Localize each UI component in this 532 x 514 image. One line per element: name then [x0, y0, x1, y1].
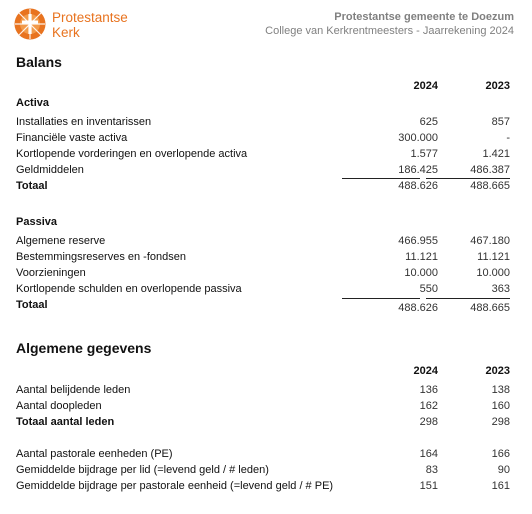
subheading: Passiva [16, 216, 57, 228]
col-2023: 2023 [485, 365, 510, 377]
value-2024: 186.425 [398, 164, 438, 176]
table-row [16, 249, 510, 265]
value-2024: 164 [419, 448, 438, 460]
brand-line-2: Kerk [52, 25, 80, 40]
value-2023: 11.121 [477, 251, 510, 263]
row-label: Kortlopende schulden en overlopende passiva [16, 283, 242, 295]
row-label: Geldmiddelen [16, 164, 84, 176]
value-2024: 136 [419, 384, 438, 396]
row-label: Kortlopende vorderingen en overlopende activa [16, 148, 248, 160]
total-2024: 488.626 [398, 302, 438, 314]
row-label: Gemiddelde bijdrage per pastorale eenheid (=levend geld / # PE) [16, 480, 334, 492]
activa-heading [16, 95, 510, 111]
row-label: Installaties en inventarissen [16, 116, 152, 128]
brand-line-1: Protestantse [52, 10, 128, 25]
value-2023: 10.000 [476, 267, 510, 279]
value-2023: 363 [491, 283, 510, 295]
table-row [16, 130, 510, 146]
col-2024: 2024 [413, 80, 438, 92]
document-subtitle: College van Kerkrentmeesters - Jaarrekening 2024 [265, 25, 514, 37]
table-row [16, 382, 510, 398]
table-row [16, 146, 510, 162]
brand-name [52, 10, 128, 40]
row-label: Gemiddelde bijdrage per lid (=levend geld / # leden) [16, 464, 269, 476]
value-2023: 486.387 [470, 164, 510, 176]
row-label: Aantal belijdende leden [16, 384, 131, 396]
value-2024: 162 [419, 400, 438, 412]
value-2023: 298 [491, 416, 510, 428]
value-2024: 11.121 [405, 251, 438, 263]
row-label: Algemene reserve [16, 235, 106, 247]
total-2023: 488.665 [470, 180, 510, 192]
value-2023: - [506, 132, 510, 144]
value-2024: 466.955 [398, 235, 438, 247]
total-label: Totaal [16, 180, 48, 192]
value-2023: 161 [491, 480, 510, 492]
value-2023: 166 [491, 448, 510, 460]
value-2024: 10.000 [404, 267, 438, 279]
algemeen-column-header [16, 363, 510, 379]
passiva-heading [16, 214, 510, 230]
value-2023: 467.180 [470, 235, 510, 247]
section-title-algemene-gegevens: Algemene gegevens [16, 340, 152, 356]
row-label: Bestemmingsreserves en -fondsen [16, 251, 186, 263]
value-2024: 83 [425, 464, 438, 476]
table-row [16, 281, 510, 297]
value-2023: 857 [491, 116, 510, 128]
section-title-balans: Balans [16, 54, 62, 70]
row-label: Aantal doopleden [16, 400, 102, 412]
protestantse-kerk-logo [14, 8, 46, 40]
total-label: Totaal [16, 299, 48, 311]
value-2024: 550 [419, 283, 438, 295]
row-label: Voorzieningen [16, 267, 86, 279]
total-row [16, 178, 510, 194]
value-2023: 160 [491, 400, 510, 412]
total-2024: 488.626 [398, 180, 438, 192]
value-2024: 298 [419, 416, 438, 428]
row-label: Financiële vaste activa [16, 132, 128, 144]
table-row [16, 478, 510, 494]
value-2023: 1.421 [482, 148, 510, 160]
col-2024: 2024 [413, 365, 438, 377]
table-row [16, 462, 510, 478]
balans-column-header [16, 78, 510, 94]
row-label: Totaal aantal leden [16, 416, 115, 428]
table-row [16, 114, 510, 130]
table-row [16, 414, 510, 430]
table-row [16, 162, 510, 178]
table-row [16, 398, 510, 414]
value-2024: 300.000 [398, 132, 438, 144]
subheading: Activa [16, 97, 50, 109]
table-row [16, 265, 510, 281]
organisation-title: Protestantse gemeente te Doezum [334, 11, 514, 23]
value-2023: 90 [497, 464, 510, 476]
value-2024: 625 [419, 116, 438, 128]
table-row [16, 233, 510, 249]
table-row [16, 446, 510, 462]
value-2024: 151 [419, 480, 438, 492]
total-values [16, 300, 510, 316]
row-label: Aantal pastorale eenheden (PE) [16, 448, 173, 460]
col-2023: 2023 [485, 80, 510, 92]
total-2023: 488.665 [470, 302, 510, 314]
document-header [265, 10, 514, 38]
value-2024: 1.577 [410, 148, 438, 160]
value-2023: 138 [491, 384, 510, 396]
